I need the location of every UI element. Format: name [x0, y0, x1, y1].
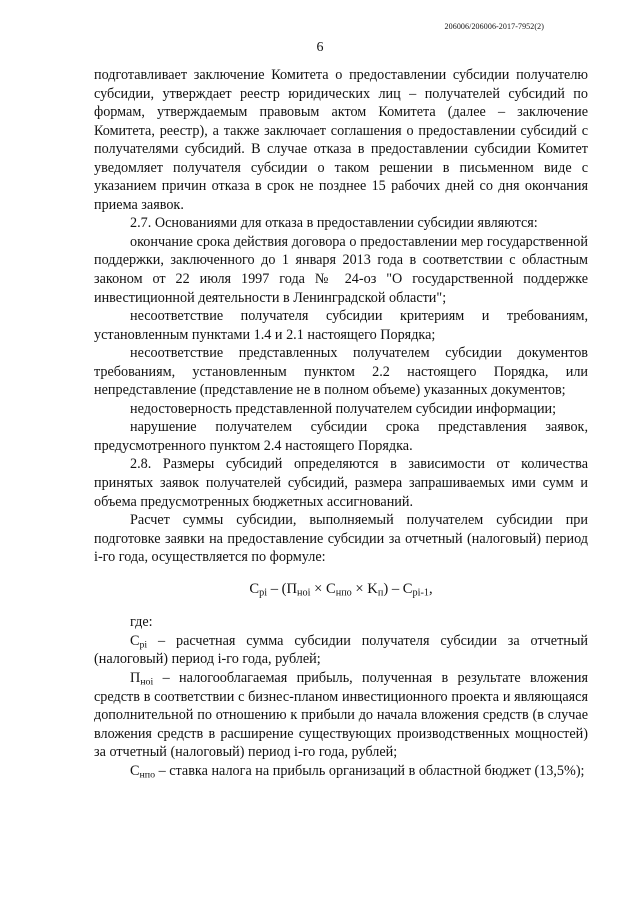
refusal-reason-3: несоответствие представленных получателем субсидии документов требованиям, установленным пунктом 2.2 настоящего Порядка, или непредставление (представление не в полном объеме) указанных документов; — [94, 345, 588, 399]
subsidy-formula: $C_{pi} - (П_{ноi} \times C_{нпо} \times K_п) - C_{pi-1}$, — [249, 580, 433, 599]
definition-cnpo: $C_{нпо}$ – ставка налога на прибыль организаций в областной бюджет (13,5%); — [130, 762, 585, 781]
page-number: 6 — [316, 40, 324, 55]
refusal-reason-5: нарушение получателем субсидии срока представления заявок, предусмотренного пунктом 2.4 настоящего Порядка. — [94, 419, 588, 454]
document-number: 206006/206006-2017-7952(2) — [444, 22, 544, 31]
definition-pnoi: $П_{ноi}$ – налогооблагаемая прибыль, полученная в результате вложения средств в соответствии с бизнес-планом инвестиционного проекта и являющаяся дополнительной по отношению к прибыли до начала вложения средств (в случае вложения средств в расширение существующих производственных мощностей) за отчетный (налоговый) период i-го года, рублей; — [94, 669, 588, 761]
refusal-reason-2: несоответствие получателя субсидии критериям и требованиям, установленным пунктами 1.4 и 2.1 настоящего Порядка; — [94, 308, 588, 343]
where-label: где: — [130, 614, 153, 631]
refusal-reason-4: недостоверность представленной получателем субсидии информации; — [130, 400, 557, 417]
clause-2-8: 2.8. Размеры субсидий определяются в зависимости от количества принятых заявок получателей субсидий, размера запрашиваемых ими сумм и объема предусмотренных бюджетных ассигнований. — [94, 456, 588, 510]
clause-2-7: 2.7. Основаниями для отказа в предоставлении субсидии являются: — [130, 215, 538, 232]
definition-cpi: $C_{pi}$ – расчетная сумма субсидии получателя субсидии за отчетный (налоговый) период i-го года, рублей; — [94, 632, 588, 668]
paragraph-continuation: подготавливает заключение Комитета о предоставлении субсидии получателю субсидии, утверждает реестр юридических лиц – получателей субсидий по формам, утверждаемым правовым актом Комитета (далее – заключение Комитета, реестр), а также заключает соглашения о предоставлении субсидий с получателями субсидий. В случае отказа в предоставлении субсидии Комитет уведомляет получателя субсидии о таком решении в письменном виде с указанием причин отказа в срок не позднее 15 рабочих дней со дня окончания приема заявок. — [94, 67, 588, 213]
calculation-intro: Расчет суммы субсидии, выполняемый получателем субсидии при подготовке заявки на предоставление субсидии за отчетный (налоговый) период i-го года, осуществляется по формуле: — [94, 512, 588, 566]
refusal-reason-1: окончание срока действия договора о предоставлении мер государственной поддержки, заключенного до 1 января 2013 года в соответствии с областным законом от 22 июля 1997 года № 24-оз "О государственной поддержке инвестиционной деятельности в Ленинградской области"; — [94, 233, 588, 306]
document-body — [94, 66, 588, 780]
